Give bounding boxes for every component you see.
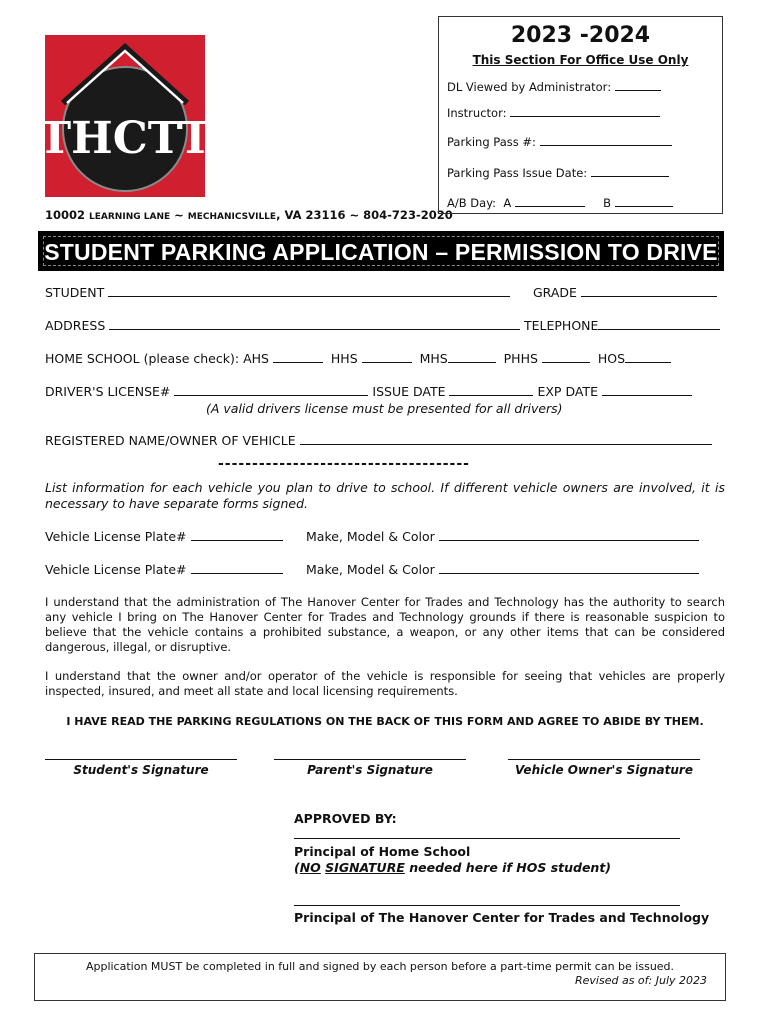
school-option-phhs[interactable]: PHHS (504, 351, 590, 366)
address-field[interactable]: ADDRESS (45, 318, 520, 333)
license-number-field[interactable]: DRIVER'S LICENSE# (45, 384, 368, 399)
dl-viewed-field[interactable]: DL Viewed by Administrator: (447, 79, 661, 94)
student-signature-line[interactable] (45, 759, 237, 760)
student-name-field[interactable]: STUDENT (45, 285, 510, 300)
logo-lettering: THCTT (45, 113, 205, 164)
school-option-mhs[interactable]: MHS (420, 351, 496, 366)
license-plate-field-1[interactable]: Vehicle License Plate# (45, 529, 283, 544)
logo-emblem-icon (45, 35, 205, 197)
ab-day-field[interactable]: A/B Day: A B (447, 195, 673, 210)
parking-pass-field[interactable]: Parking Pass #: (447, 134, 672, 149)
office-use-box (438, 16, 723, 214)
school-option-ahs[interactable]: AHS (243, 351, 323, 366)
form-title-banner (38, 231, 724, 271)
grade-field[interactable]: GRADE (533, 285, 717, 300)
school-year: 2023 -2024 (510, 23, 651, 48)
hos-note: (NO SIGNATURE needed here if HOS student) (294, 860, 612, 875)
license-issue-date-field[interactable]: ISSUE DATE (372, 384, 533, 399)
school-address: 10002 LEARNING LANE ~ MECHANICSVILLE, VA 23116 ~ 804-723-2020 (45, 208, 453, 222)
approved-by-label: APPROVED BY: (294, 811, 397, 826)
section-divider: ------------------------------------- (218, 456, 470, 472)
form-title: STUDENT PARKING APPLICATION – PERMISSION TO DRIVE (44, 239, 718, 265)
completion-notice: Application MUST be completed in full and signed by each person before a part-time permit can be issued. (85, 960, 675, 973)
revision-date: Revised as of: July 2023 (575, 974, 707, 987)
student-signature-label: Student's Signature (73, 763, 209, 777)
school-option-hhs[interactable]: HHS (331, 351, 412, 366)
license-exp-date-field[interactable]: EXP DATE (537, 384, 691, 399)
school-logo (45, 35, 205, 197)
license-note: (A valid drivers license must be presented for all drivers) (206, 401, 563, 416)
make-model-field-1[interactable]: Make, Model & Color (306, 529, 699, 544)
hanover-principal-signature-line[interactable] (294, 905, 680, 906)
home-principal-signature-line[interactable] (294, 838, 680, 839)
hanover-principal-label: Principal of The Hanover Center for Trades and Technology (294, 910, 710, 925)
home-school-selector: HOME SCHOOL (please check): AHS HHS MHS PHHS HOS (45, 351, 671, 366)
pass-issue-date-field[interactable]: Parking Pass Issue Date: (447, 165, 669, 180)
vehicle-owner-field[interactable]: REGISTERED NAME/OWNER OF VEHICLE (45, 433, 712, 448)
license-plate-field-2[interactable]: Vehicle License Plate# (45, 562, 283, 577)
parent-signature-line[interactable] (274, 759, 466, 760)
owner-signature-line[interactable] (508, 759, 700, 760)
owner-responsibility-statement: I understand that the owner and/or operator of the vehicle is responsible for seeing that vehicles are properly inspected, insured, and meet all state and local licensing requirements. (45, 669, 725, 698)
office-use-caption: This Section For Office Use Only (472, 53, 689, 67)
search-authority-statement: I understand that the administration of The Hanover Center for Trades and Technology has the authority to search any vehicle I bring on The Hanover Center for Trades and Technology grounds if there is reasonable suspicion to believe that the vehicle contains a prohibited substance, a weapon, or any other items that can be considered dangerous, illegal, or disruptive. (45, 595, 725, 654)
telephone-field[interactable]: TELEPHONE (524, 318, 720, 333)
footer-notice-box (34, 953, 726, 1001)
instructor-field[interactable]: Instructor: (447, 105, 660, 120)
make-model-field-2[interactable]: Make, Model & Color (306, 562, 699, 577)
home-principal-label: Principal of Home School (294, 844, 471, 859)
agreement-statement: I HAVE READ THE PARKING REGULATIONS ON THE BACK OF THIS FORM AND AGREE TO ABIDE BY THEM. (66, 715, 704, 728)
license-row (45, 384, 692, 399)
parent-signature-label: Parent's Signature (307, 763, 433, 777)
school-option-hos[interactable]: HOS (598, 351, 671, 366)
owner-signature-label: Vehicle Owner's Signature (515, 763, 693, 777)
vehicle-instructions: List information for each vehicle you plan to drive to school. If different vehicle owners are involved, it is necessary to have separate forms signed. (45, 480, 725, 511)
